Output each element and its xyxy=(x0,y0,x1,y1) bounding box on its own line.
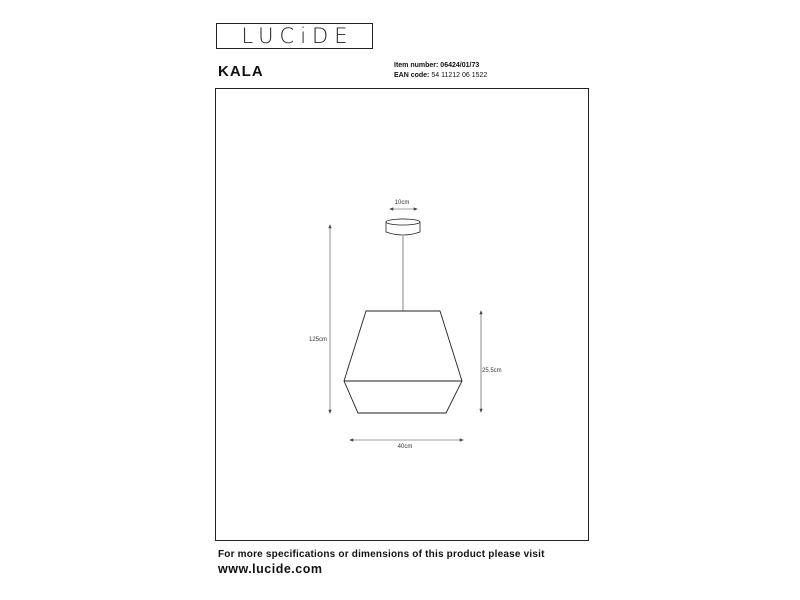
shade-height-dimension xyxy=(480,311,482,412)
canopy xyxy=(386,219,420,235)
ean-label: EAN code: xyxy=(394,72,430,79)
ean-value: 54 11212 06 1522 xyxy=(431,72,488,79)
shade-height-dim-label: 25.5cm xyxy=(482,368,502,374)
item-number-value: 06424/01/73 xyxy=(440,62,480,69)
product-name: KALA xyxy=(218,63,264,80)
website-link[interactable]: www.lucide.com xyxy=(218,562,323,576)
canopy-dim-label: 10cm xyxy=(394,200,410,206)
width-dimension xyxy=(350,439,463,441)
height-dim-label: 125cm xyxy=(309,337,328,343)
footer-note: For more specifications or dimensions of this product please visit xyxy=(218,549,545,560)
lamp-shade xyxy=(344,311,462,413)
height-dimension xyxy=(329,225,331,413)
canopy-dimension xyxy=(390,208,417,210)
brand-logo-text: LUCiDE xyxy=(241,24,354,48)
width-dim-label: 40cm xyxy=(397,444,413,450)
item-number-label: Item number: xyxy=(394,62,439,69)
